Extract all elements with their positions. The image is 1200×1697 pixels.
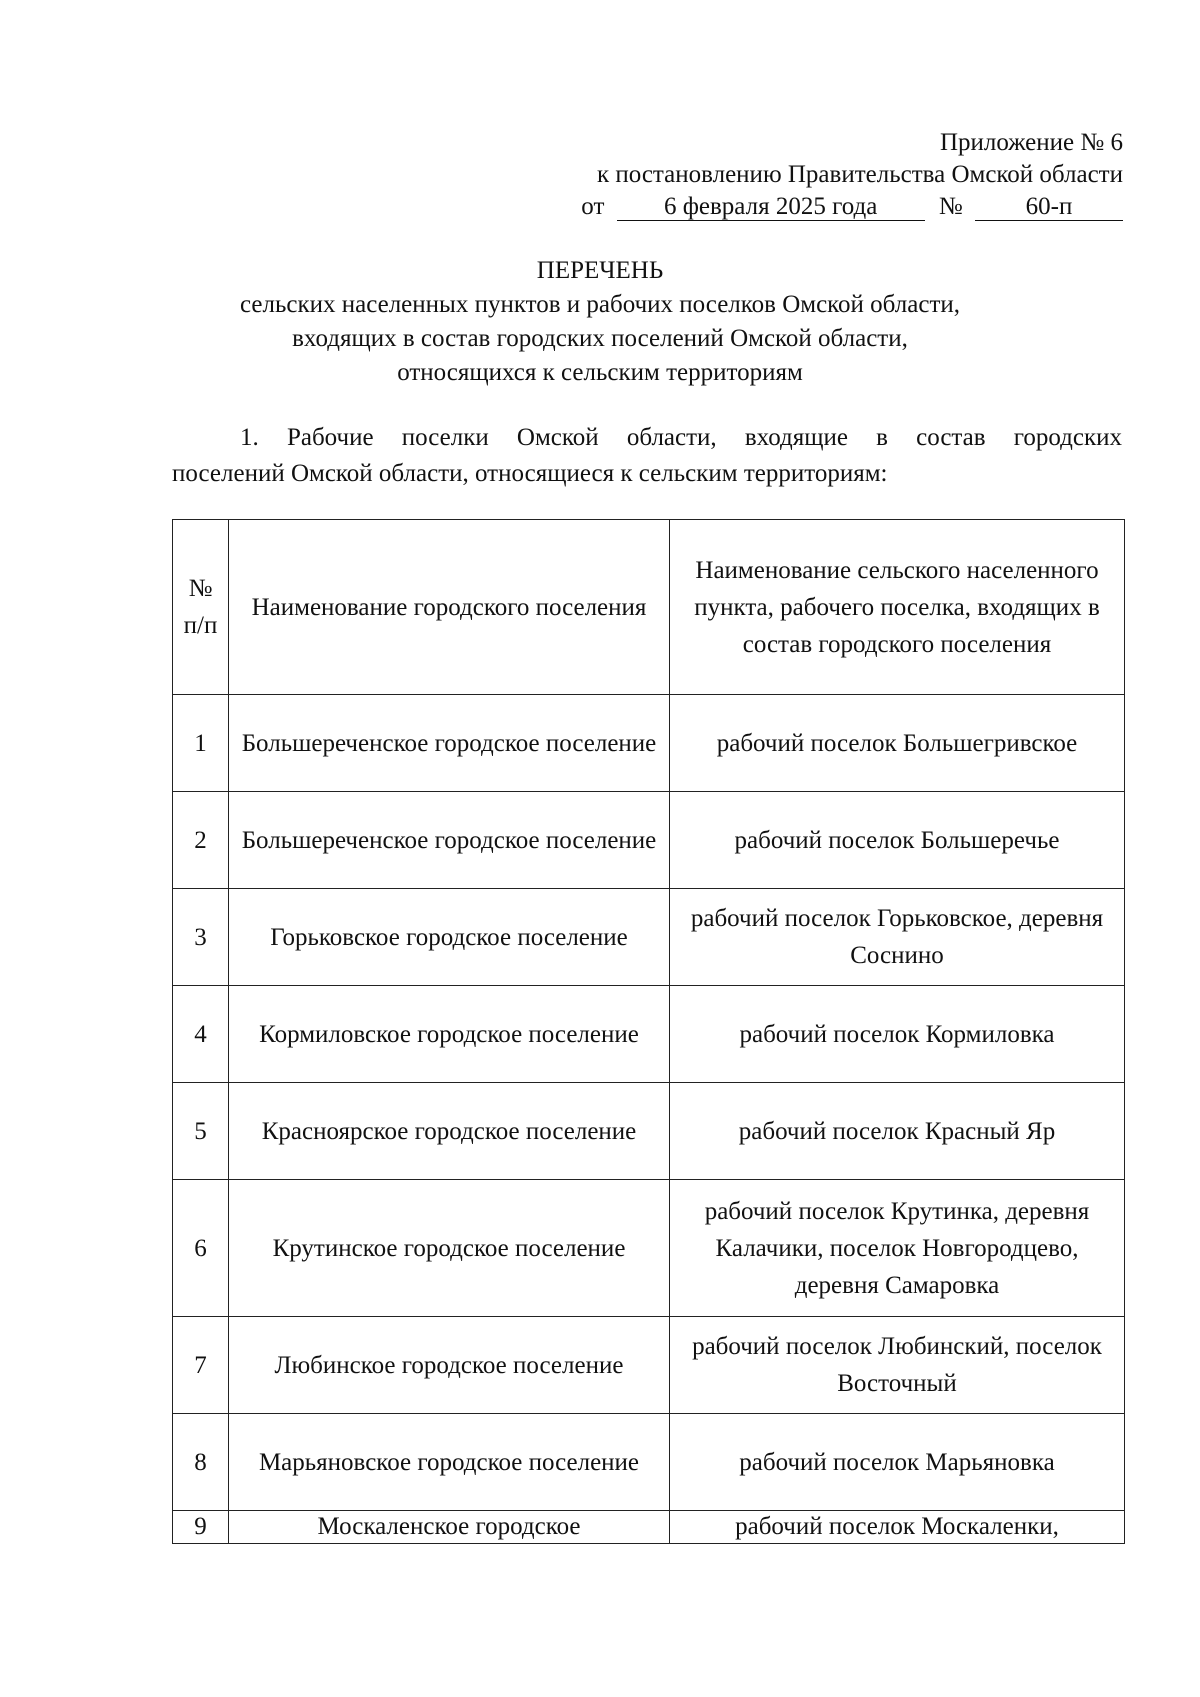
row-num: 6: [173, 1180, 229, 1317]
document-subtitle-line-3: относящихся к сельским территориям: [397, 359, 803, 386]
row-settlement: Москаленское городское: [229, 1511, 670, 1544]
table-row: [173, 1511, 1125, 1544]
row-num: 5: [173, 1083, 229, 1180]
row-settlement: Большереченское городское поселение: [229, 792, 670, 889]
header-localities: Наименование сельского населенного пункта, рабочего поселка, входящих в состав городского поселения: [670, 520, 1125, 695]
table-header-row: [173, 520, 1125, 695]
row-num: 7: [173, 1317, 229, 1414]
row-settlement: Крутинское городское поселение: [229, 1180, 670, 1317]
row-localities: рабочий поселок Горьковское, деревня Соснино: [670, 889, 1125, 986]
row-num: 2: [173, 792, 229, 889]
table-row: [173, 1317, 1125, 1414]
header-settlement: Наименование городского поселения: [229, 520, 670, 695]
resolution-number: 60-п: [975, 194, 1123, 221]
table-row: [173, 695, 1125, 792]
from-label: от: [581, 193, 605, 220]
row-settlement: Горьковское городское поселение: [229, 889, 670, 986]
header-num: № п/п: [173, 520, 229, 695]
section-1-line-1: 1. Рабочие поселки Омской области, входящие в состав городских: [240, 424, 1122, 451]
table-row: [173, 1083, 1125, 1180]
row-num: 1: [173, 695, 229, 792]
row-localities: рабочий поселок Крутинка, деревня Калачики, поселок Новгородцево, деревня Самаровка: [670, 1180, 1125, 1317]
settlements-table: [172, 519, 1125, 1544]
document-subtitle-line-2: входящих в состав городских поселений Омской области,: [292, 325, 908, 352]
row-localities: рабочий поселок Москаленки,: [670, 1511, 1125, 1544]
row-settlement: Большереченское городское поселение: [229, 695, 670, 792]
row-localities: рабочий поселок Любинский, поселок Восточный: [670, 1317, 1125, 1414]
resolution-date: 6 февраля 2025 года: [617, 194, 925, 221]
table-row: [173, 986, 1125, 1083]
document-subtitle-line-1: сельских населенных пунктов и рабочих поселков Омской области,: [239, 291, 961, 318]
number-label: №: [938, 193, 963, 220]
row-num: 3: [173, 889, 229, 986]
row-settlement: Марьяновское городское поселение: [229, 1414, 670, 1511]
table-row: [173, 1180, 1125, 1317]
row-settlement: Кормиловское городское поселение: [229, 986, 670, 1083]
row-localities: рабочий поселок Большеречье: [670, 792, 1125, 889]
row-num: 8: [173, 1414, 229, 1511]
row-num: 4: [173, 986, 229, 1083]
table-row: [173, 1414, 1125, 1511]
appendix-label: Приложение № 6: [939, 129, 1123, 156]
table-row: [173, 792, 1125, 889]
table-row: [173, 889, 1125, 986]
row-localities: рабочий поселок Большегривское: [670, 695, 1125, 792]
row-num: 9: [173, 1511, 229, 1544]
section-1-paragraph: [172, 420, 1122, 492]
document-title: ПЕРЕЧЕНЬ: [536, 257, 664, 284]
section-1-line-2: поселений Омской области, относящиеся к сельским территориям:: [172, 460, 888, 487]
date-number-line: [581, 192, 1123, 222]
resolution-label: к постановлению Правительства Омской области: [596, 161, 1123, 188]
row-localities: рабочий поселок Красный Яр: [670, 1083, 1125, 1180]
row-localities: рабочий поселок Марьяновка: [670, 1414, 1125, 1511]
row-settlement: Красноярское городское поселение: [229, 1083, 670, 1180]
row-localities: рабочий поселок Кормиловка: [670, 986, 1125, 1083]
row-settlement: Любинское городское поселение: [229, 1317, 670, 1414]
